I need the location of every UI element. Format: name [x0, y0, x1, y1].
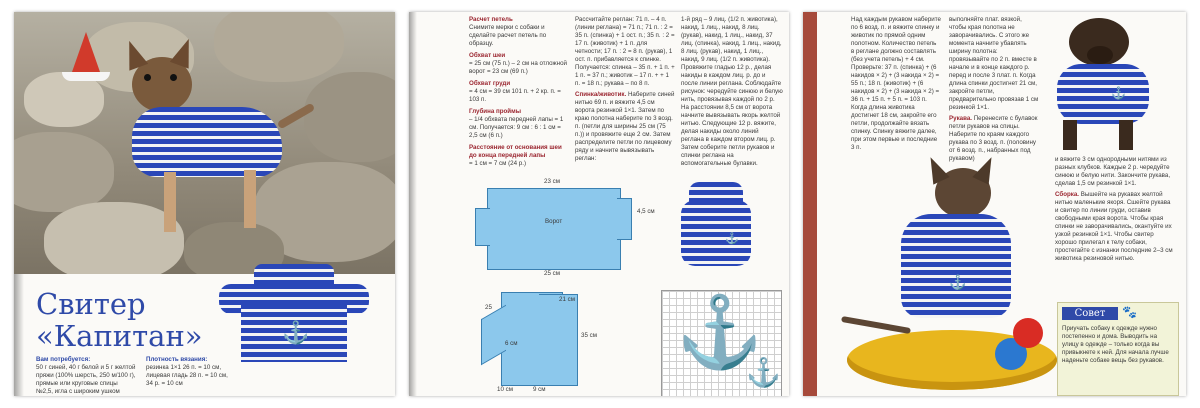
pattern-block: Обхват шеи = 25 см (75 п.) – 2 см на отложной ворот = 23 см (69 п.) — [469, 52, 567, 75]
anchor-icon: ⚓ — [282, 320, 310, 345]
striped-sweater-on-dog — [132, 107, 282, 177]
anchor-knitting-chart — [661, 290, 782, 396]
anchor-icon: ⚓ — [949, 274, 967, 290]
density-row: резинка 1×1 26 п. = 10 см, — [146, 364, 222, 371]
middle-page — [409, 12, 789, 396]
density-heading: Плотность вязания: — [146, 356, 208, 363]
pattern-column-2: Рассчитайте реглан: 71 п. – 4 п. (линии реглана) = 71 п.; 71 п. : 2 = 35 п. (спинка) + 1 ост. п.; 35 п. : 2 = 17 п. (животик) + 1 п. для четности; 17 п. : 2 = 8 п. (рукав), 1 ост. п. прибавляется к спинке. Получается: спинка – 35 п. + 1 п. + 1 п. = 37 п.; животик – 17 п. + + 1 п. = 18 п.; рукава – по 8 п. Спинка/животик. Наберите синей нитью 69 п. и вяжите 4,5 см ворота резинкой 1×1. Затем по краю полотна наберите по 3 возд. п. (петли для ширины 25 см (75 п.)) и провяжите еще 2 см. Затем распределите петли по лицевому ряду и начните вывязывать реглан: — [575, 16, 675, 162]
paw-icon: 🐾 — [1122, 305, 1137, 319]
density-row: 34 р. = 10 см — [146, 380, 183, 387]
schema-label: 21 см — [559, 296, 575, 303]
anchor-icon: ⚓ — [746, 357, 781, 388]
schema-label: Ворот — [545, 218, 563, 225]
schema-label: 25 см — [544, 270, 560, 277]
schema-label: 25 — [485, 304, 492, 311]
anchor-icon: ⚓ — [725, 233, 739, 245]
right-page — [803, 12, 1186, 396]
advice-box — [1057, 302, 1179, 396]
puppy-photo — [1049, 16, 1169, 152]
density-row: лицевая гладь 28 п. = 10 см, — [146, 372, 228, 379]
left-page — [14, 12, 395, 396]
pattern-column-3: 1-й ряд – 9 лиц. (1/2 п. животика), накид, 1 лиц., накид, 8 лиц. (рукав), накид, 1 лиц., накид, 37 лиц. (спинка), накид, 1 лиц., накид, 8 лиц. (рукав), накид, 1 лиц., накид, 9 лиц. (1/2 п. животика). Провяжите гладью 12 р., делая накиды в каждом лиц. р. до и после линии реглана. Соблюдайте рисунок: чередуйте синюю и белую нить, провязывая каждой по 2 р. На расстоянии 8,5 см от ворота начните вывязывать якорь желтой нитью. Следующие 12 р. вяжите, делая накиды около линий реглана в каждом втором лиц. р. Затем соберите петли рукавов и спинки реглана на вспомогательные булавки. — [681, 16, 783, 167]
anchor-icon: ⚓ — [1111, 86, 1126, 100]
schema-label: 35 см — [581, 332, 597, 339]
magazine-edge — [803, 12, 817, 396]
small-sweater-photo — [681, 182, 751, 270]
title-line-2: «Капитан» — [36, 319, 203, 353]
pattern-block: Расстояние от основания шеи до конца передней лапы = 1 см = 7 см (24 р.) — [469, 144, 562, 167]
pattern-column-3: и вяжите 3 см однородными нитями из разных клубков. Каждые 2 р. чередуйте синюю и белую нити. Закончите рукава, сделав 1,5 см резинкой 1×1. Сборка. Вышейте на рукавах желтой нитью маленькие якоря. Сшейте рукава и свитер по линии груди, оставив свободными края ворота. Чтобы края спинки не заворачивались, окантуйте их узкой резинкой 1×1. Чтобы свитер хорошо прилегал к телу собаки, простегайте с изнанки последние 2–3 см животика резиновой нитью. — [1055, 156, 1173, 262]
flat-sweater-photo — [219, 264, 369, 364]
schema-label: 23 см — [544, 178, 560, 185]
chihuahua-on-cushion-photo — [831, 162, 1057, 396]
anchor-icon: ⚓ — [676, 293, 764, 371]
pattern-column-1: Над каждым рукавом наберите по 6 возд. п. и вяжите спинку и животик по прямой одним полотном. Количество петель в реглане должно составлять (без учета петель) + 4 см. Проверьте: 37 п. (спинка) + (6 накидов × 2) + (3 накида × 2) = 55 п.; 18 п. (животик) + (6 накидов × 2) + (3 накида × 2) = 36 п. + 15 п. + 5 п. = 103 п. Когда длина животика достигнет 18 см, закройте его петли, продолжайте вязать спинку. Спинку вяжите далее, при этом первые и последние 3 п. — [851, 16, 941, 151]
advice-title: Совет — [1062, 307, 1118, 320]
title-line-1: Свитер — [36, 287, 146, 321]
schema-label: 10 см — [497, 386, 513, 393]
dog-on-rocks-photo — [14, 12, 395, 274]
pattern-block: Глубина проймы – 1/4 обхвата передней лапы = 1 см. Получается: 9 см : 6 : 1 см = 2,5 см (6 п.) — [469, 108, 564, 139]
pattern-column-2: выполняйте плат. вязкой, чтобы края полотна не заворачивались. С этого же момента начните убавлять ширину полотна: провязывайте по 2 п. вместе в начале и в конце каждого р. перед и после 3 плат. п. Когда длина спинки достигнет 21 см, закройте петли, предварительно провязав 1 см резинкой 1×1. Рукава. Перенесите с булавок петли рукавов на спицы. Наберите по краям каждого рукава по 3 возд. п. (половину от 6 возд. п., набранных под рукавом) — [949, 16, 1039, 162]
advice-text: Приучать собаку к одежде нужно постепенно и дома. Выводить на улицу в одежде – только когда вы привыкнете к ней. Для начала лучше наденьте собаке вещь без рукавов. — [1062, 325, 1169, 364]
pattern-block: Обхват груди = 4 см = 39 см 101 п. + 2 кр. п. = 103 п. — [469, 80, 561, 103]
pattern-column-1 — [469, 16, 569, 168]
pattern-block: Расчет петель Снимите мерки с собаки и сделайте расчет петель по образцу. — [469, 16, 547, 47]
materials-heading: Вам потребуется: — [36, 356, 91, 363]
schema-label: 4,5 см — [637, 208, 655, 215]
schema-label: 9 см — [533, 386, 546, 393]
red-ball — [1013, 318, 1043, 348]
page-title — [36, 288, 203, 352]
schema-label: 6 см — [505, 340, 518, 347]
toy-boat — [72, 32, 100, 72]
materials-text: 50 г синей, 40 г белой и 5 г желтой пряжи (100% шерсть, 250 м/100 г), прямые или круговые спицы №2,5, игла с широким ушком — [36, 364, 136, 395]
